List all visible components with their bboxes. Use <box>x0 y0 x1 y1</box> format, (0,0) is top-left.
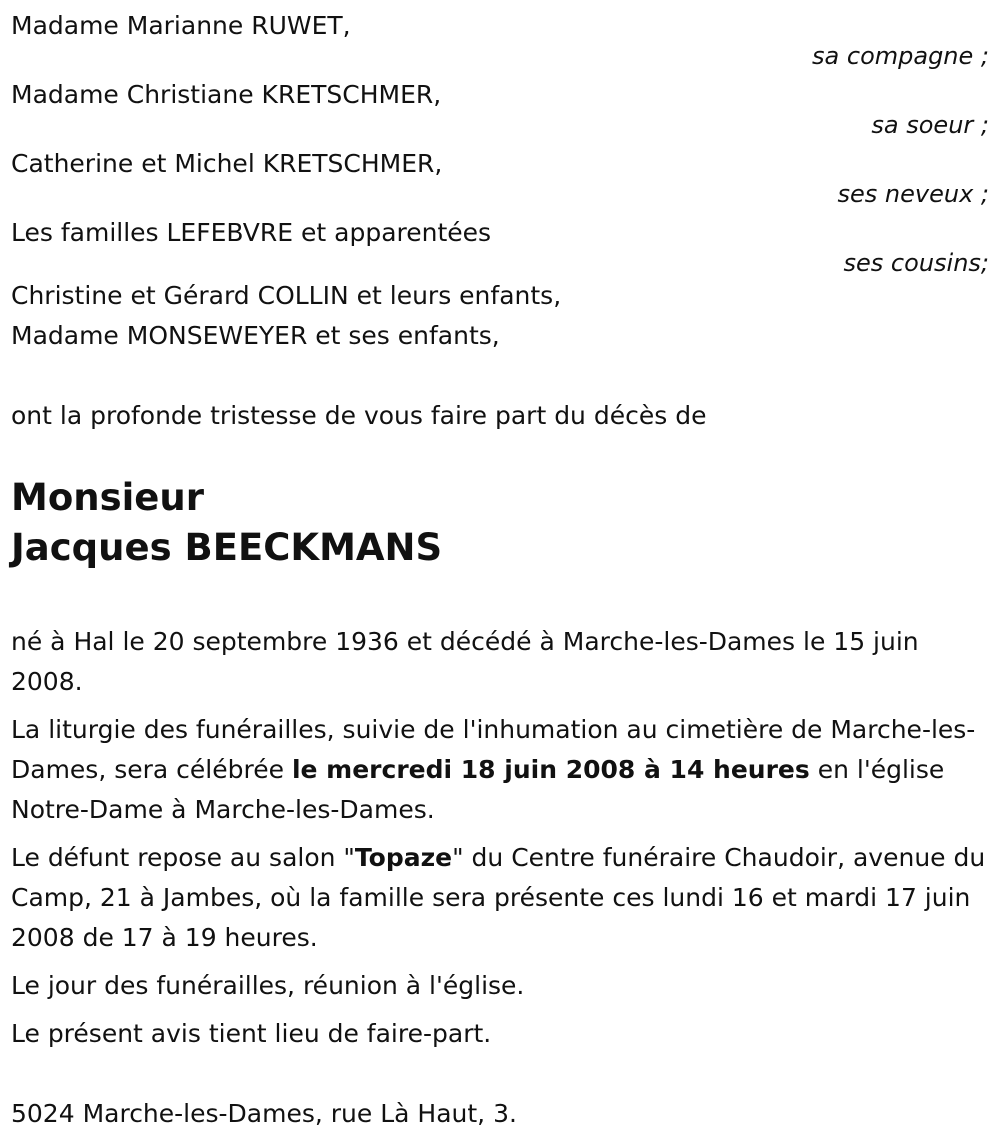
family-relation: ses cousins; <box>843 249 989 277</box>
deceased-name-block <box>11 473 989 573</box>
deceased-name: Jacques BEECKMANS <box>11 526 443 569</box>
family-member-name: Les familles LEFEBVRE et apparentées <box>11 218 492 247</box>
family-entry-sister <box>11 75 989 138</box>
family-entry-companion <box>11 6 989 69</box>
birth-death-paragraph: né à Hal le 20 septembre 1936 et décédé à Marche-les-Dames le 15 juin 2008. <box>11 627 919 696</box>
meeting-paragraph: Le jour des funérailles, réunion à l'église. <box>11 971 525 1000</box>
obituary-notice <box>11 0 989 1134</box>
family-entry-nephews <box>11 144 989 207</box>
salon-name: Topaze <box>354 843 453 872</box>
repose-paragraph <box>11 838 989 958</box>
family-relation: sa soeur ; <box>871 111 989 139</box>
family-relation: ses neveux ; <box>837 180 989 208</box>
liturgy-paragraph <box>11 710 989 830</box>
deceased-title: Monsieur <box>11 476 204 519</box>
family-entry-cousins <box>11 213 989 276</box>
funeral-details <box>11 622 989 1054</box>
family-member-name: Catherine et Michel KRETSCHMER, <box>11 149 443 178</box>
liturgy-text-start: La liturgie des funérailles, suivie de l'inhumation au cimetière de Marche-les-Dames, sera célébrée <box>11 715 976 784</box>
family-relation: sa compagne ; <box>812 42 989 70</box>
liturgy-text-end: en l'église Notre-Dame à Marche-les-Dames. <box>11 755 945 824</box>
repose-text-end: " du Centre funéraire Chaudoir, avenue du Camp, 21 à Jambes, où la famille sera présente ces lundi 16 et mardi 17 juin 2008 de 17 à 19 heures. <box>11 843 986 952</box>
repose-text-start: Le défunt repose au salon " <box>11 843 355 872</box>
family-member-name: Madame Marianne RUWET, <box>11 11 351 40</box>
family-address: 5024 Marche-les-Dames, rue Là Haut, 3. <box>11 1099 517 1128</box>
family-other-line: Christine et Gérard COLLIN et leurs enfants, <box>11 281 562 310</box>
notice-paragraph: Le présent avis tient lieu de faire-part. <box>11 1019 492 1048</box>
liturgy-datetime: le mercredi 18 juin 2008 à 14 heures <box>291 755 810 784</box>
family-member-name: Madame Christiane KRETSCHMER, <box>11 80 442 109</box>
family-other-line: Madame MONSEWEYER et ses enfants, <box>11 321 500 350</box>
announcement-intro: ont la profonde tristesse de vous faire part du décès de <box>11 401 707 430</box>
